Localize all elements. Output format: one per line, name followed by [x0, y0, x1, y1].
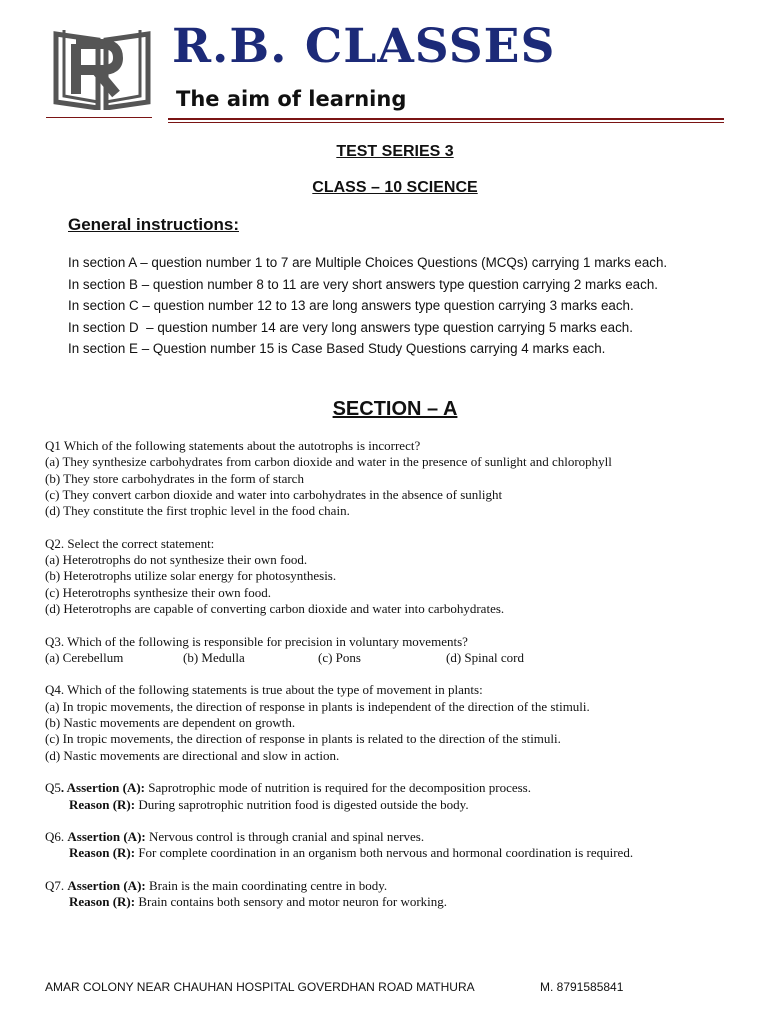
question-option: (c) They convert carbon dioxide and water into carbohydrates in the absence of sunlight	[45, 486, 503, 502]
reason-text: During saprotrophic nutrition food is digested outside the body.	[135, 796, 469, 812]
section-a-title: SECTION – A	[332, 398, 458, 420]
questions-list	[45, 438, 745, 927]
instruction-line: In section E – Question number 15 is Case Based Study Questions carrying 4 marks each.	[68, 341, 606, 356]
question-option: (a) Heterotrophs do not synthesize their own food.	[45, 552, 308, 568]
assertion-line	[45, 878, 745, 894]
assertion-line	[45, 780, 745, 796]
reason-label: Reason (R):	[69, 894, 136, 910]
question-3	[45, 634, 745, 667]
footer-address: AMAR COLONY NEAR CHAUHAN HOSPITAL GOVERDHAN ROAD MATHURA	[45, 980, 475, 994]
assertion-line	[45, 829, 745, 845]
assertion-label: Assertion (A):	[67, 878, 146, 894]
question-option: (c) Pons	[318, 649, 361, 665]
footer-phone: M. 8791585841	[540, 980, 624, 994]
question-option: (c) Heterotrophs synthesize their own food.	[45, 584, 271, 600]
question-option: (d) Nastic movements are directional and slow in action.	[45, 747, 340, 763]
question-option: (a) Cerebellum	[45, 649, 124, 665]
header-rule-left	[46, 117, 152, 118]
test-series-title: TEST SERIES 3	[336, 143, 454, 160]
question-option: (d) Spinal cord	[446, 649, 524, 665]
rb-classes-logo	[52, 24, 152, 110]
reason-text: Brain contains both sensory and motor neuron for working.	[135, 894, 448, 910]
assertion-text: Saprotrophic mode of nutrition is required for the decomposition process.	[145, 780, 531, 796]
question-option: (b) They store carbohydrates in the form of starch	[45, 470, 304, 486]
instruction-line: In section C – question number 12 to 13 are long answers type question carrying 3 marks each.	[68, 298, 634, 313]
question-stem: Q4. Which of the following statements is true about the type of movement in plants:	[45, 682, 483, 698]
reason-label: Reason (R):	[69, 845, 136, 861]
class-title: CLASS – 10 SCIENCE	[312, 179, 478, 196]
reason-line	[45, 797, 745, 813]
assertion-text: Nervous control is through cranial and spinal nerves.	[145, 829, 425, 845]
question-number: Q5	[45, 780, 61, 796]
question-option: (d) Heterotrophs are capable of converting carbon dioxide and water into carbohydrates.	[45, 600, 505, 616]
question-option: (a) In tropic movements, the direction of response in plants is independent of the direction of the stimuli.	[45, 698, 590, 714]
question-2	[45, 536, 745, 617]
instruction-line: In section B – question number 8 to 11 are very short answers type question carrying 2 marks each.	[68, 276, 658, 292]
question-options-row	[45, 650, 745, 666]
question-number: Q7.	[45, 878, 68, 894]
question-stem: Q1 Which of the following statements about the autotrophs is incorrect?	[45, 438, 421, 453]
question-4	[45, 682, 745, 763]
brand-tagline: The aim of learning	[176, 87, 407, 111]
assertion-text: Brain is the main coordinating centre in body.	[145, 878, 388, 894]
question-option: (b) Heterotrophs utilize solar energy for photosynthesis.	[45, 568, 337, 584]
question-number: Q6.	[45, 829, 68, 845]
reason-text: For complete coordination in an organism both nervous and hormonal coordination is required.	[135, 845, 634, 861]
assertion-label: Assertion (A):	[67, 829, 146, 845]
instruction-line: In section D – question number 14 are very long answers type question carrying 5 marks each.	[68, 319, 633, 335]
question-option: (c) In tropic movements, the direction of response in plants is related to the direction of the stimuli.	[45, 731, 561, 747]
question-1	[45, 438, 745, 519]
question-6	[45, 829, 745, 862]
question-stem: Q2. Select the correct statement:	[45, 535, 215, 551]
header-rule-bottom	[168, 122, 724, 123]
question-stem: Q3. Which of the following is responsible for precision in voluntary movements?	[45, 633, 468, 649]
reason-line	[45, 845, 745, 861]
question-5	[45, 780, 745, 813]
reason-line	[45, 894, 745, 910]
question-option: (b) Nastic movements are dependent on growth.	[45, 715, 296, 731]
question-7	[45, 878, 745, 911]
instructions-list	[68, 252, 667, 360]
instruction-line: In section A – question number 1 to 7 are Multiple Choices Questions (MCQs) carrying 1 marks each.	[68, 255, 668, 270]
instructions-title: General instructions:	[68, 215, 239, 234]
question-option: (b) Medulla	[183, 649, 245, 665]
question-option: (d) They constitute the first trophic level in the food chain.	[45, 503, 350, 519]
header-rule-top	[168, 118, 724, 120]
assertion-label: . Assertion (A):	[60, 780, 146, 796]
question-option: (a) They synthesize carbohydrates from carbon dioxide and water in the presence of sunlight and chlorophyll	[45, 454, 612, 470]
brand-title: R.B. CLASSES	[172, 19, 556, 74]
reason-label: Reason (R):	[69, 796, 136, 812]
